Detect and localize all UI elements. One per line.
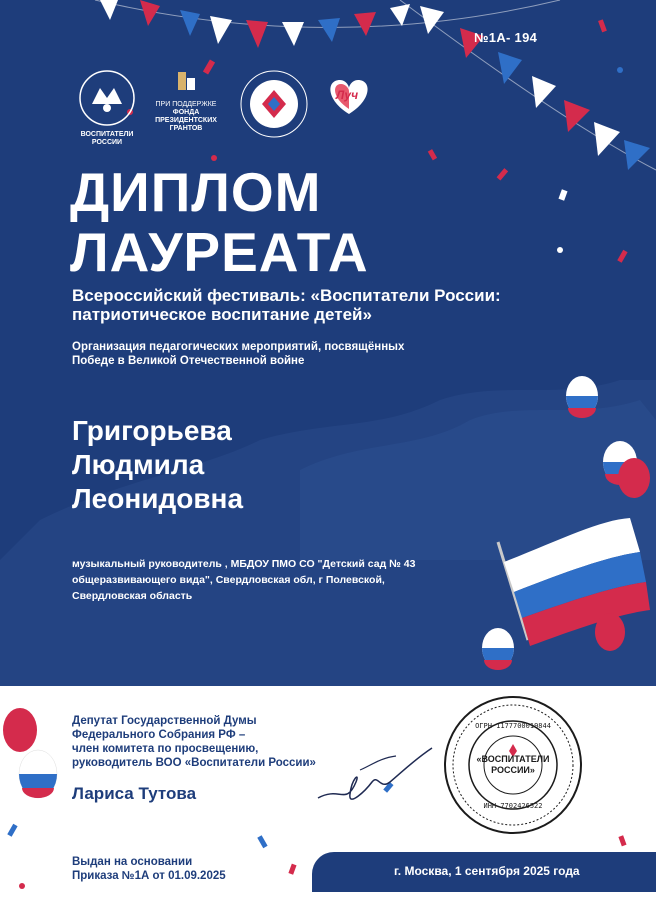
stamp-line-2: РОССИИ» [491, 765, 535, 775]
fund-line-4: ГРАНТОВ [169, 125, 203, 132]
vospitateli-rossii-logo [72, 70, 142, 146]
deputy-title [72, 714, 372, 770]
position-line-3: Свердловская область [72, 590, 193, 602]
diploma-footer-panel [0, 686, 656, 918]
deputy-line-1: Депутат Государственной Думы [72, 715, 257, 727]
position-line-1: музыкальный руководитель , МБДОУ ПМО СО "Детский сад № 43 [72, 558, 416, 570]
issued-line-1: Выдан на основании [72, 856, 193, 868]
festival-name [72, 286, 592, 324]
official-stamp [442, 694, 584, 836]
fund-line-2: ФОНДА [172, 109, 200, 116]
deputy-line-2: Федерального Собрания РФ – [72, 729, 246, 741]
fund-line-3: ПРЕЗИДЕНТСКИХ [155, 117, 217, 124]
presidential-grants-logo [152, 70, 220, 133]
all-russian-organization-logo [238, 68, 310, 140]
vospitateli-logo-caption: ВОСПИТАТЕЛИ РОССИИ [80, 131, 134, 146]
nomination-line-1: Организация педагогических мероприятий, посвящённых [72, 341, 405, 353]
luch-logo [322, 76, 376, 116]
luch-logo-caption: Луч [336, 88, 359, 102]
recipient-surname: Григорьева [72, 415, 232, 446]
nomination [72, 340, 472, 368]
nomination-line-2: Победе в Великой Отечественной войне [72, 355, 305, 367]
fund-line-1: ПРИ ПОДДЕРЖКЕ [155, 101, 217, 108]
festival-line-2: патриотическое воспитание детей» [72, 305, 372, 324]
recipient-first-name: Людмила [72, 449, 205, 480]
issued-basis [72, 855, 226, 883]
stamp-ogrn: ОГРН 1177700019844 [475, 722, 551, 730]
place-and-date: г. Москва, 1 сентября 2025 года [394, 864, 580, 878]
stamp-center-text [476, 754, 550, 776]
recipient-position [72, 556, 432, 604]
issued-line-2: Приказа №1А от 01.09.2025 [72, 870, 226, 882]
document-number: №1А- 194 [474, 30, 538, 45]
stamp-line-1: «ВОСПИТАТЕЛИ [476, 754, 550, 764]
title-line-2: ЛАУРЕАТА [70, 221, 369, 283]
stamp-inn: ИНН 7702426522 [483, 802, 543, 810]
title-line-1: ДИПЛОМ [70, 161, 322, 223]
signer-name: Лариса Тутова [72, 784, 197, 803]
festival-line-1: Всероссийский фестиваль: «Воспитатели России: [72, 286, 501, 305]
diploma-title [70, 162, 369, 282]
deputy-line-4: руководитель ВОО «Воспитатели России» [72, 757, 316, 769]
deputy-line-3: член комитета по просвещению, [72, 743, 259, 755]
recipient-patronymic: Леонидовна [72, 483, 244, 514]
recipient-name [72, 414, 243, 516]
position-line-2: общеразвивающего вида", Свердловская обл, г Полевской, [72, 574, 385, 586]
